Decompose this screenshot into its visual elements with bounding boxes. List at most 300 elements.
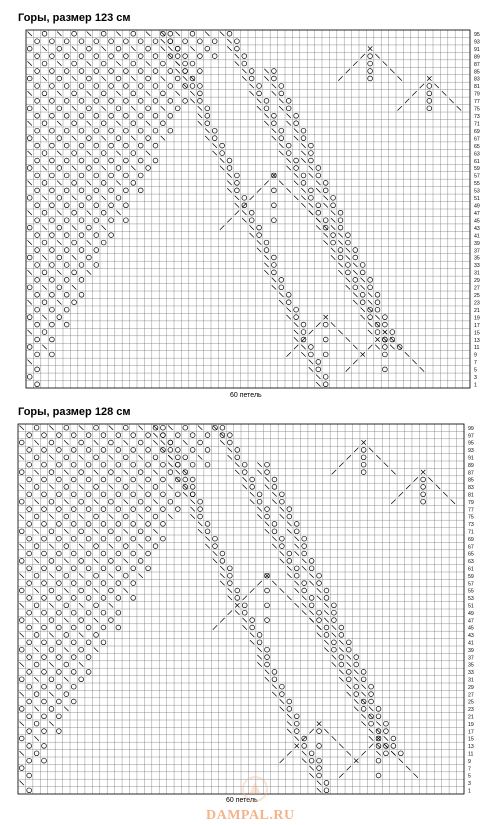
left-decrease-symbol bbox=[272, 581, 276, 585]
row-number: 29 bbox=[468, 684, 474, 691]
left-decrease-symbol bbox=[361, 714, 365, 718]
yarn-over-symbol bbox=[123, 514, 128, 519]
left-decrease-symbol bbox=[19, 692, 23, 696]
yarn-over-symbol bbox=[71, 596, 76, 601]
yarn-over-symbol bbox=[213, 536, 218, 541]
yarn-over-symbol bbox=[131, 536, 136, 541]
stitch-count-label-128: 60 петель bbox=[226, 797, 258, 804]
yarn-over-symbol bbox=[57, 566, 62, 571]
left-decrease-symbol bbox=[287, 729, 291, 733]
row-number: 37 bbox=[468, 655, 474, 662]
left-decrease-symbol bbox=[220, 440, 224, 444]
yarn-over-symbol bbox=[34, 485, 39, 490]
left-decrease-symbol bbox=[34, 499, 38, 503]
yarn-over-symbol bbox=[421, 499, 426, 504]
yarn-over-symbol bbox=[64, 662, 69, 667]
yarn-over-symbol bbox=[27, 625, 32, 630]
yarn-over-symbol bbox=[64, 485, 69, 490]
left-decrease-symbol bbox=[361, 684, 365, 688]
yarn-over-symbol bbox=[190, 485, 195, 490]
yarn-over-symbol bbox=[272, 670, 277, 675]
yarn-over-symbol bbox=[42, 625, 47, 630]
left-decrease-symbol bbox=[168, 455, 172, 459]
yarn-over-symbol bbox=[287, 514, 292, 519]
yarn-over-symbol bbox=[116, 551, 121, 556]
left-decrease-symbol bbox=[317, 788, 321, 792]
row-number: 99 bbox=[468, 425, 474, 432]
yarn-over-symbol bbox=[71, 448, 76, 453]
row-number: 81 bbox=[468, 492, 474, 499]
yarn-over-symbol bbox=[27, 714, 32, 719]
left-decrease-symbol bbox=[324, 729, 328, 733]
yarn-over-symbol bbox=[71, 655, 76, 660]
left-decrease-symbol bbox=[19, 425, 23, 429]
left-decrease-symbol bbox=[280, 551, 284, 555]
yarn-over-symbol bbox=[101, 462, 106, 467]
left-decrease-symbol bbox=[361, 721, 365, 725]
left-decrease-symbol bbox=[34, 618, 38, 622]
left-decrease-symbol bbox=[369, 729, 373, 733]
yarn-over-symbol bbox=[161, 507, 166, 512]
left-decrease-symbol bbox=[64, 677, 68, 681]
yarn-over-symbol bbox=[86, 655, 91, 660]
left-decrease-symbol bbox=[384, 462, 388, 466]
row-number: 29 bbox=[474, 278, 480, 285]
left-decrease-symbol bbox=[34, 736, 38, 740]
yarn-over-symbol bbox=[369, 699, 374, 704]
left-decrease-symbol bbox=[280, 507, 284, 511]
left-decrease-symbol bbox=[220, 566, 224, 570]
yarn-over-symbol bbox=[317, 610, 322, 615]
row-number: 23 bbox=[468, 707, 474, 714]
yarn-over-symbol bbox=[57, 714, 62, 719]
left-decrease-symbol bbox=[280, 588, 284, 592]
row-number: 95 bbox=[468, 440, 474, 447]
row-number: 45 bbox=[474, 218, 480, 225]
yarn-over-symbol bbox=[272, 522, 277, 527]
row-number: 39 bbox=[468, 647, 474, 654]
left-decrease-symbol bbox=[79, 485, 83, 489]
left-decrease-symbol bbox=[287, 573, 291, 577]
yarn-over-symbol bbox=[361, 448, 366, 453]
row-number: 47 bbox=[468, 618, 474, 625]
yarn-over-symbol bbox=[79, 559, 84, 564]
yarn-over-symbol bbox=[309, 751, 314, 756]
yarn-over-symbol bbox=[27, 699, 32, 704]
yarn-over-symbol bbox=[376, 773, 381, 778]
yarn-over-symbol bbox=[280, 492, 285, 497]
yarn-over-symbol bbox=[42, 758, 47, 763]
left-decrease-symbol bbox=[19, 485, 23, 489]
yarn-over-symbol bbox=[34, 751, 39, 756]
yarn-over-symbol bbox=[309, 566, 314, 571]
yarn-over-symbol bbox=[79, 499, 84, 504]
yarn-over-symbol bbox=[138, 559, 143, 564]
yarn-over-symbol bbox=[339, 662, 344, 667]
yarn-over-symbol bbox=[398, 751, 403, 756]
yarn-over-symbol bbox=[317, 729, 322, 734]
yarn-over-symbol bbox=[109, 470, 114, 475]
chart-title-128: Горы, размер 128 см bbox=[18, 406, 131, 418]
left-decrease-symbol bbox=[34, 440, 38, 444]
left-decrease-symbol bbox=[287, 596, 291, 600]
yarn-over-symbol bbox=[161, 462, 166, 467]
yarn-over-symbol bbox=[86, 566, 91, 571]
yarn-over-symbol bbox=[257, 499, 262, 504]
right-decrease-symbol bbox=[361, 751, 365, 755]
yarn-over-symbol bbox=[369, 684, 374, 689]
left-decrease-symbol bbox=[235, 462, 239, 466]
yarn-over-symbol bbox=[332, 603, 337, 608]
left-decrease-symbol bbox=[302, 596, 306, 600]
yarn-over-symbol bbox=[131, 507, 136, 512]
yarn-over-symbol bbox=[235, 455, 240, 460]
left-decrease-symbol bbox=[205, 544, 209, 548]
row-number: 91 bbox=[468, 455, 474, 462]
yarn-over-symbol bbox=[309, 559, 314, 564]
yarn-over-symbol bbox=[175, 433, 180, 438]
left-decrease-symbol bbox=[391, 751, 395, 755]
yarn-over-symbol bbox=[242, 603, 247, 608]
right-decrease-symbol bbox=[332, 470, 336, 474]
yarn-over-symbol bbox=[19, 647, 24, 652]
right-decrease-symbol bbox=[309, 729, 313, 733]
row-number: 25 bbox=[474, 293, 480, 300]
row-number: 93 bbox=[474, 39, 480, 46]
left-decrease-symbol bbox=[332, 736, 336, 740]
left-decrease-symbol bbox=[324, 610, 328, 614]
left-decrease-symbol bbox=[347, 684, 351, 688]
yarn-over-symbol bbox=[280, 684, 285, 689]
row-number: 19 bbox=[468, 721, 474, 728]
left-decrease-symbol bbox=[324, 640, 328, 644]
left-decrease-symbol bbox=[235, 610, 239, 614]
left-decrease-symbol bbox=[138, 544, 142, 548]
yarn-over-symbol bbox=[79, 647, 84, 652]
yarn-over-symbol bbox=[190, 433, 195, 438]
left-decrease-symbol bbox=[124, 470, 128, 474]
row-number: 69 bbox=[474, 128, 480, 135]
yarn-over-symbol bbox=[86, 536, 91, 541]
yarn-over-symbol bbox=[64, 425, 69, 430]
yarn-over-symbol bbox=[227, 440, 232, 445]
left-decrease-symbol bbox=[250, 492, 254, 496]
left-decrease-symbol bbox=[257, 507, 261, 511]
yarn-over-symbol bbox=[101, 610, 106, 615]
yarn-over-symbol bbox=[27, 788, 32, 793]
left-decrease-symbol bbox=[242, 485, 246, 489]
yarn-over-symbol bbox=[19, 559, 24, 564]
yarn-over-symbol bbox=[27, 462, 32, 467]
left-decrease-symbol bbox=[295, 588, 299, 592]
left-decrease-symbol bbox=[109, 544, 113, 548]
left-decrease-symbol bbox=[109, 425, 113, 429]
yarn-over-symbol bbox=[86, 551, 91, 556]
yarn-over-symbol bbox=[294, 714, 299, 719]
left-decrease-symbol bbox=[124, 559, 128, 563]
yarn-over-symbol bbox=[138, 440, 143, 445]
left-decrease-symbol bbox=[272, 684, 276, 688]
yarn-over-symbol bbox=[49, 440, 54, 445]
row-number: 65 bbox=[474, 143, 480, 150]
yarn-over-symbol bbox=[42, 566, 47, 571]
yarn-over-symbol bbox=[205, 522, 210, 527]
yarn-over-symbol bbox=[19, 440, 24, 445]
left-decrease-symbol bbox=[168, 514, 172, 518]
yarn-over-symbol bbox=[94, 485, 99, 490]
left-decrease-symbol bbox=[19, 662, 23, 666]
yarn-over-symbol bbox=[354, 655, 359, 660]
left-decrease-symbol bbox=[265, 670, 269, 674]
left-decrease-symbol bbox=[324, 647, 328, 651]
left-decrease-symbol bbox=[64, 559, 68, 563]
row-number: 75 bbox=[468, 514, 474, 521]
yarn-over-symbol bbox=[265, 514, 270, 519]
yarn-over-symbol bbox=[265, 603, 270, 608]
left-decrease-symbol bbox=[168, 462, 172, 466]
left-decrease-symbol bbox=[153, 440, 157, 444]
left-decrease-symbol bbox=[443, 492, 447, 496]
left-decrease-symbol bbox=[228, 448, 232, 452]
yarn-over-symbol bbox=[34, 425, 39, 430]
left-decrease-symbol bbox=[64, 647, 68, 651]
row-number: 39 bbox=[474, 240, 480, 247]
yarn-over-symbol bbox=[205, 448, 210, 453]
left-decrease-symbol bbox=[332, 662, 336, 666]
left-decrease-symbol bbox=[49, 633, 53, 637]
row-number: 87 bbox=[468, 470, 474, 477]
yarn-over-symbol bbox=[324, 596, 329, 601]
yarn-over-symbol bbox=[19, 736, 24, 741]
yarn-over-symbol bbox=[361, 470, 366, 475]
yarn-over-symbol bbox=[294, 729, 299, 734]
left-decrease-symbol bbox=[34, 647, 38, 651]
yarn-over-symbol bbox=[57, 433, 62, 438]
yarn-over-symbol bbox=[361, 455, 366, 460]
yarn-over-symbol bbox=[49, 470, 54, 475]
row-number: 79 bbox=[474, 91, 480, 98]
left-decrease-symbol bbox=[302, 758, 306, 762]
right-decrease-symbol bbox=[228, 610, 232, 614]
yarn-over-symbol bbox=[131, 448, 136, 453]
yarn-over-symbol bbox=[57, 581, 62, 586]
yarn-over-symbol bbox=[94, 603, 99, 608]
yarn-over-symbol bbox=[42, 507, 47, 512]
row-number: 7 bbox=[468, 766, 471, 773]
yarn-over-symbol bbox=[168, 499, 173, 504]
left-decrease-symbol bbox=[250, 640, 254, 644]
row-number: 55 bbox=[474, 181, 480, 188]
row-number: 81 bbox=[474, 84, 480, 91]
yarn-over-symbol bbox=[376, 758, 381, 763]
yarn-over-symbol bbox=[27, 773, 32, 778]
left-decrease-symbol bbox=[109, 485, 113, 489]
left-decrease-symbol bbox=[138, 485, 142, 489]
yarn-over-symbol bbox=[42, 462, 47, 467]
yarn-over-symbol bbox=[71, 684, 76, 689]
left-decrease-symbol bbox=[161, 440, 165, 444]
yarn-over-symbol bbox=[27, 670, 32, 675]
yarn-over-symbol bbox=[57, 551, 62, 556]
left-decrease-symbol bbox=[436, 485, 440, 489]
left-decrease-symbol bbox=[235, 470, 239, 474]
row-number: 45 bbox=[468, 625, 474, 632]
yarn-over-symbol bbox=[86, 581, 91, 586]
yarn-over-symbol bbox=[116, 433, 121, 438]
left-decrease-symbol bbox=[228, 455, 232, 459]
yarn-over-symbol bbox=[324, 625, 329, 630]
yarn-over-symbol bbox=[190, 448, 195, 453]
yarn-over-symbol bbox=[57, 729, 62, 734]
yarn-over-symbol bbox=[131, 462, 136, 467]
left-decrease-symbol bbox=[176, 470, 180, 474]
yarn-over-symbol bbox=[71, 581, 76, 586]
yarn-over-symbol bbox=[19, 588, 24, 593]
row-number: 19 bbox=[474, 315, 480, 322]
right-decrease-symbol bbox=[339, 462, 343, 466]
yarn-over-symbol bbox=[361, 677, 366, 682]
yarn-over-symbol bbox=[71, 551, 76, 556]
row-number: 53 bbox=[468, 596, 474, 603]
right-decrease-symbol bbox=[287, 751, 291, 755]
yarn-over-symbol bbox=[34, 514, 39, 519]
yarn-over-symbol bbox=[235, 588, 240, 593]
yarn-over-symbol bbox=[86, 462, 91, 467]
yarn-over-symbol bbox=[49, 677, 54, 682]
yarn-over-symbol bbox=[287, 551, 292, 556]
yarn-over-symbol bbox=[272, 477, 277, 482]
left-decrease-symbol bbox=[406, 766, 410, 770]
right-decrease-symbol bbox=[213, 625, 217, 629]
left-decrease-symbol bbox=[79, 633, 83, 637]
yarn-over-symbol bbox=[42, 729, 47, 734]
left-decrease-symbol bbox=[369, 707, 373, 711]
row-number: 21 bbox=[468, 714, 474, 721]
row-number: 57 bbox=[468, 581, 474, 588]
left-decrease-symbol bbox=[49, 662, 53, 666]
left-decrease-symbol bbox=[198, 455, 202, 459]
yarn-over-symbol bbox=[302, 744, 307, 749]
left-decrease-symbol bbox=[183, 492, 187, 496]
left-decrease-symbol bbox=[168, 425, 172, 429]
yarn-over-symbol bbox=[71, 610, 76, 615]
yarn-over-symbol bbox=[235, 448, 240, 453]
row-number: 15 bbox=[474, 330, 480, 337]
yarn-over-symbol bbox=[116, 522, 121, 527]
left-decrease-symbol bbox=[242, 477, 246, 481]
yarn-over-symbol bbox=[227, 581, 232, 586]
row-number: 11 bbox=[468, 751, 474, 758]
yarn-over-symbol bbox=[294, 529, 299, 534]
left-decrease-symbol bbox=[242, 618, 246, 622]
left-decrease-symbol bbox=[272, 692, 276, 696]
left-decrease-symbol bbox=[413, 773, 417, 777]
left-decrease-symbol bbox=[324, 618, 328, 622]
yarn-over-symbol bbox=[27, 684, 32, 689]
left-decrease-symbol bbox=[332, 655, 336, 659]
yarn-over-symbol bbox=[57, 462, 62, 467]
row-number: 33 bbox=[468, 670, 474, 677]
yarn-over-symbol bbox=[391, 736, 396, 741]
yarn-over-symbol bbox=[131, 477, 136, 482]
left-decrease-symbol bbox=[339, 677, 343, 681]
stitch-count-label-123: 60 петель bbox=[230, 392, 262, 399]
yarn-over-symbol bbox=[146, 507, 151, 512]
left-decrease-symbol bbox=[428, 477, 432, 481]
yarn-over-symbol bbox=[272, 485, 277, 490]
yarn-over-symbol bbox=[146, 551, 151, 556]
yarn-over-symbol bbox=[42, 551, 47, 556]
left-decrease-symbol bbox=[190, 507, 194, 511]
row-number: 79 bbox=[468, 499, 474, 506]
row-number: 61 bbox=[474, 158, 480, 165]
left-decrease-symbol bbox=[309, 610, 313, 614]
left-decrease-symbol bbox=[295, 536, 299, 540]
grid-lines bbox=[18, 424, 464, 794]
row-number: 73 bbox=[468, 522, 474, 529]
left-decrease-symbol bbox=[64, 499, 68, 503]
yarn-over-symbol bbox=[146, 462, 151, 467]
yarn-over-symbol bbox=[280, 692, 285, 697]
row-number: 53 bbox=[474, 188, 480, 195]
yarn-over-symbol bbox=[346, 640, 351, 645]
right-decrease-symbol bbox=[220, 618, 224, 622]
row-number: 41 bbox=[468, 640, 474, 647]
row-number: 77 bbox=[468, 507, 474, 514]
left-decrease-symbol bbox=[332, 633, 336, 637]
left-decrease-symbol bbox=[94, 559, 98, 563]
yarn-over-symbol bbox=[49, 618, 54, 623]
left-decrease-symbol bbox=[64, 440, 68, 444]
left-decrease-symbol bbox=[198, 522, 202, 526]
yarn-over-symbol bbox=[27, 448, 32, 453]
right-decrease-symbol bbox=[242, 596, 246, 600]
row-number: 5 bbox=[474, 367, 477, 374]
left-decrease-symbol bbox=[124, 499, 128, 503]
yarn-over-symbol bbox=[317, 766, 322, 771]
left-decrease-symbol bbox=[34, 559, 38, 563]
right-decrease-symbol bbox=[391, 499, 395, 503]
yarn-over-symbol bbox=[213, 544, 218, 549]
yarn-over-symbol bbox=[101, 566, 106, 571]
yarn-over-symbol bbox=[183, 477, 188, 482]
yarn-over-symbol bbox=[317, 618, 322, 623]
yarn-over-symbol bbox=[27, 536, 32, 541]
left-decrease-symbol bbox=[324, 603, 328, 607]
yarn-over-symbol bbox=[146, 433, 151, 438]
right-decrease-symbol bbox=[347, 455, 351, 459]
yarn-over-symbol bbox=[153, 455, 158, 460]
left-decrease-symbol bbox=[347, 692, 351, 696]
yarn-over-symbol bbox=[302, 536, 307, 541]
chart-title-123: Горы, размер 123 см bbox=[18, 12, 131, 24]
yarn-over-symbol bbox=[205, 529, 210, 534]
left-decrease-symbol bbox=[257, 662, 261, 666]
yarn-over-symbol bbox=[161, 477, 166, 482]
yarn-over-symbol bbox=[146, 566, 151, 571]
yarn-over-symbol bbox=[220, 551, 225, 556]
yarn-over-symbol bbox=[146, 536, 151, 541]
yarn-over-symbol bbox=[64, 692, 69, 697]
yarn-over-symbol bbox=[280, 536, 285, 541]
left-decrease-symbol bbox=[354, 699, 358, 703]
row-number: 25 bbox=[468, 699, 474, 706]
row-number: 49 bbox=[474, 203, 480, 210]
left-decrease-symbol bbox=[317, 781, 321, 785]
left-decrease-symbol bbox=[272, 544, 276, 548]
yarn-over-symbol bbox=[86, 477, 91, 482]
row-number: 9 bbox=[468, 758, 471, 765]
